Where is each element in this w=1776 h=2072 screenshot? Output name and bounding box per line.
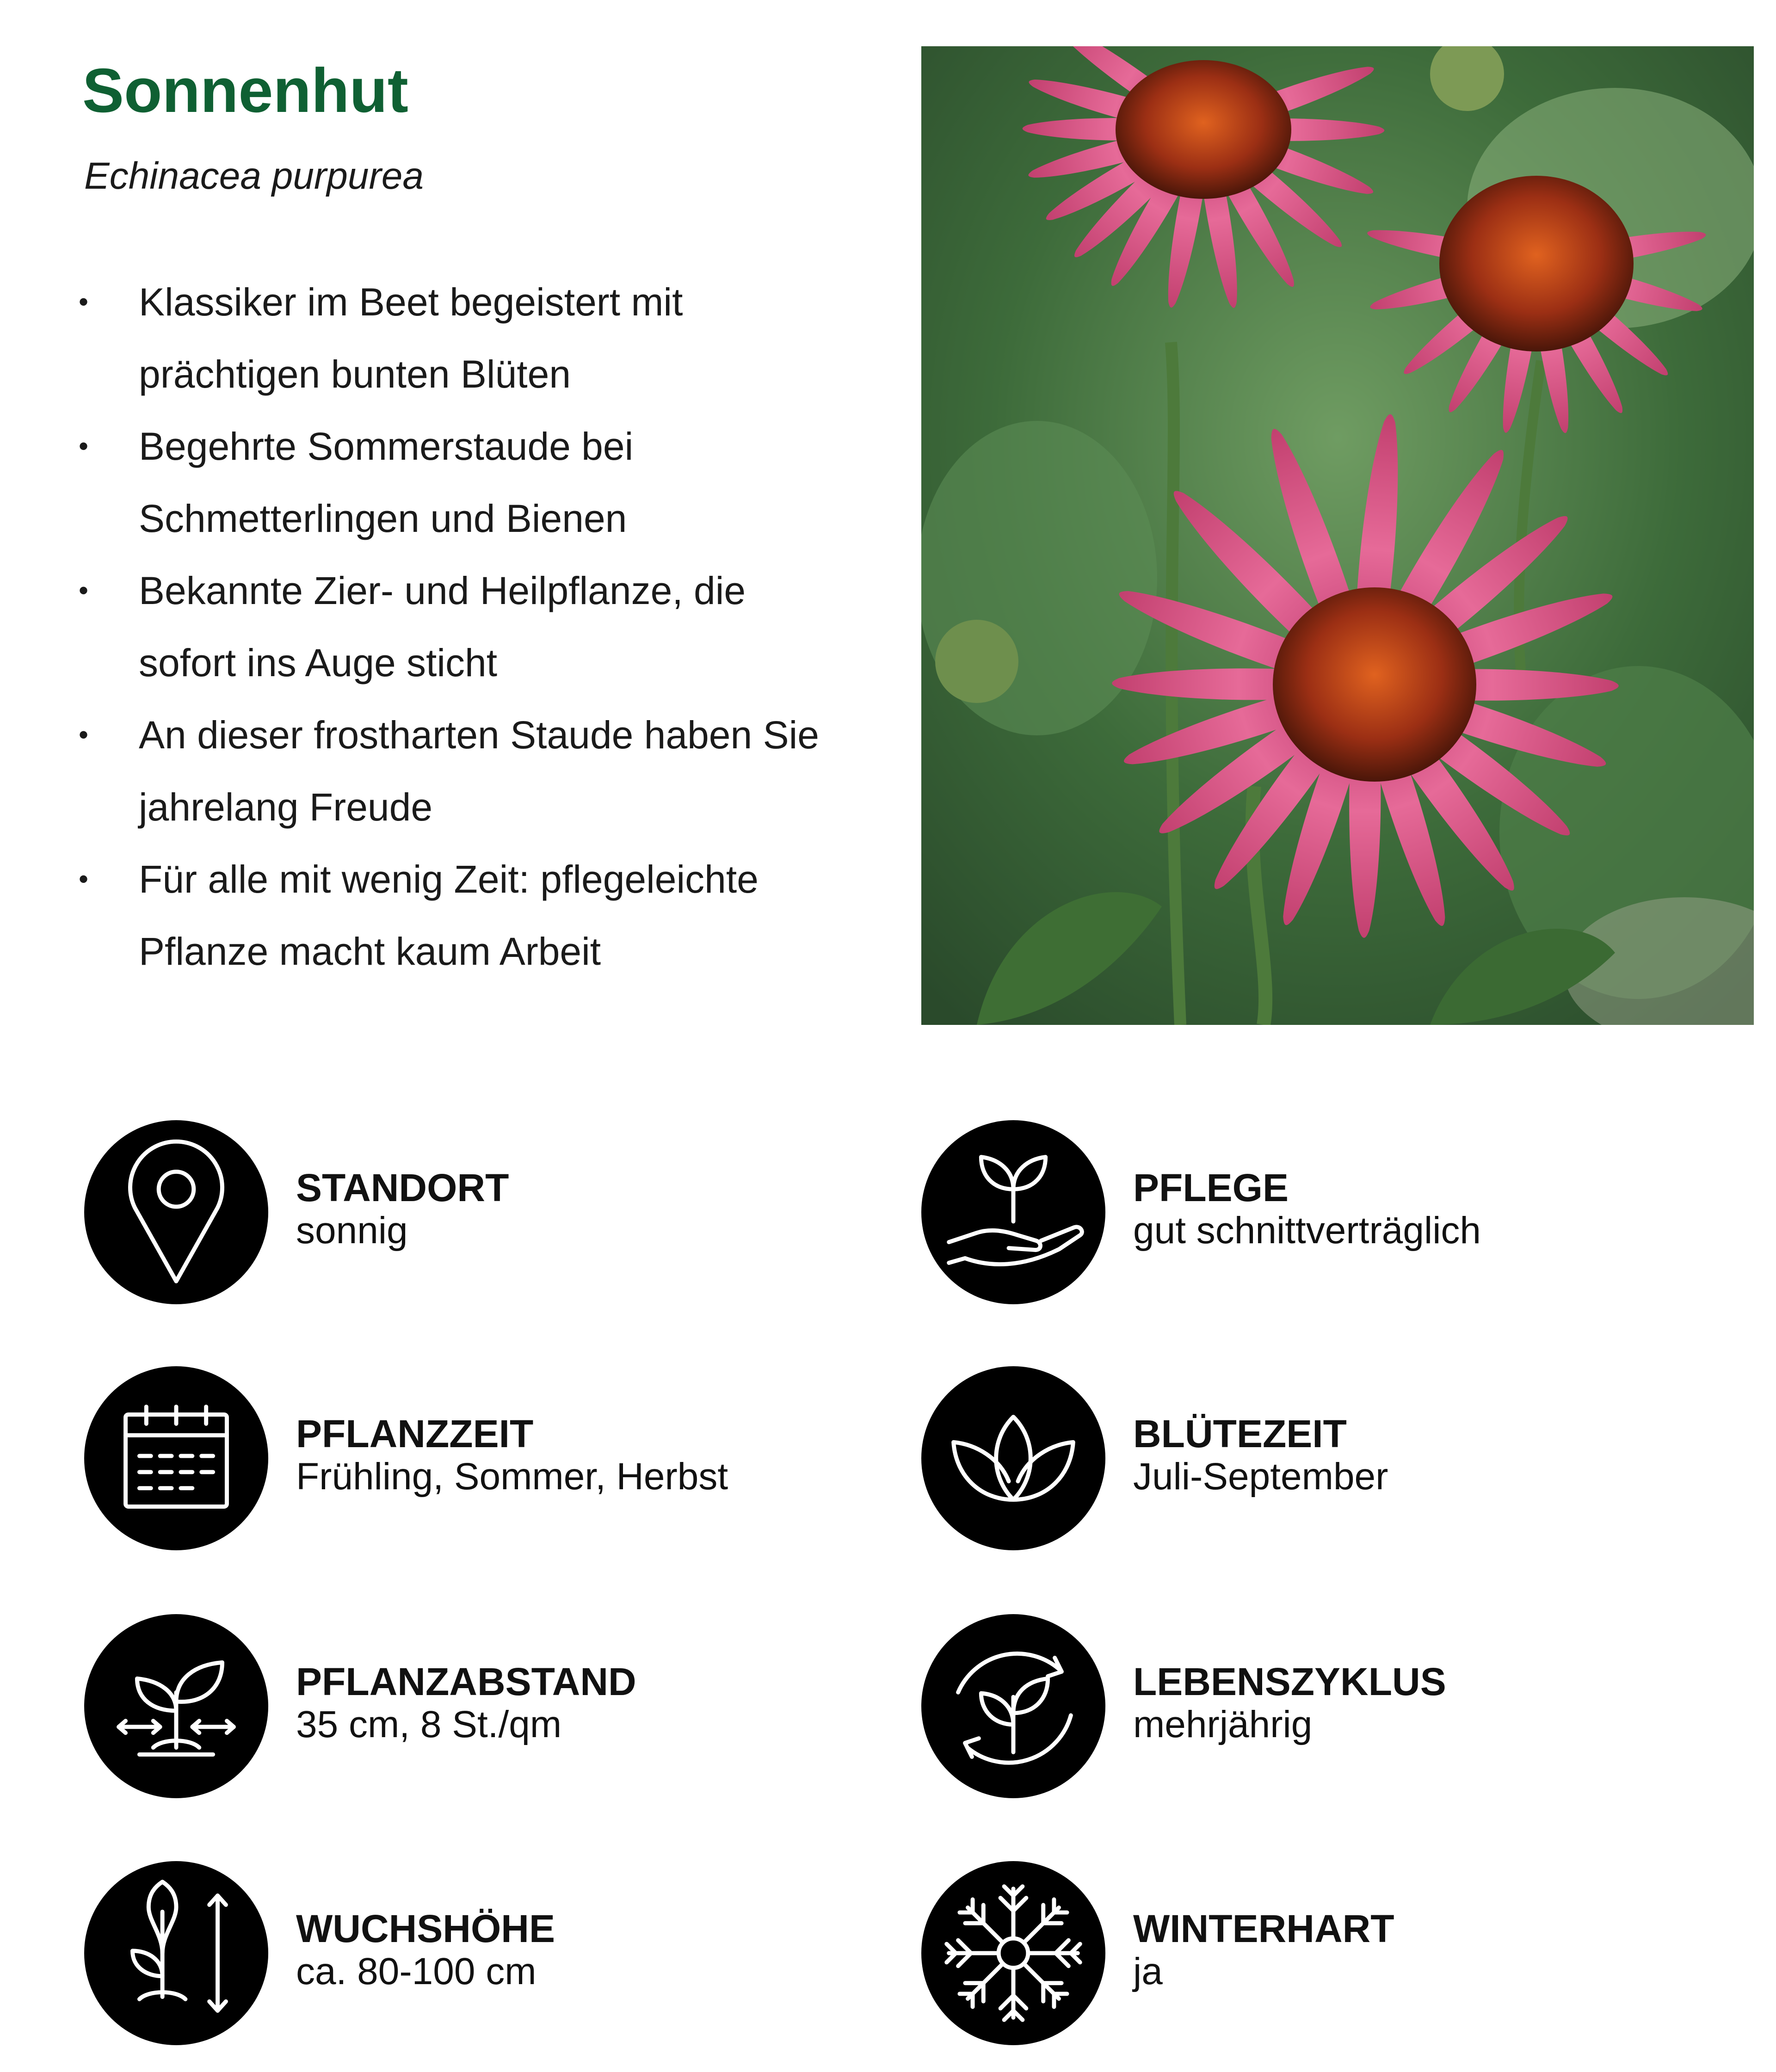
attribute-pflanzzeit [84,1366,870,1551]
feature-line: jahrelang Freude [139,785,433,829]
feature-line: Klassiker im Beet begeistert mit [139,280,683,324]
attribute-label: BLÜTEZEIT [1133,1412,1347,1455]
feature-line: sofort ins Auge sticht [139,641,498,684]
attribute-label: STANDORT [296,1166,509,1209]
attribute-value: sonnig [296,1209,408,1252]
snowflake-icon [921,1861,1105,2045]
feature-item [79,266,888,410]
feature-item [79,555,888,699]
attribute-label: LEBENSZYKLUS [1133,1660,1446,1703]
feature-item [79,699,888,843]
feature-line: prächtigen bunten Blüten [139,352,571,396]
attribute-label: WUCHSHÖHE [296,1907,555,1950]
attribute-value: 35 cm, 8 St./qm [296,1703,562,1745]
attribute-pflanzabstand [84,1614,870,1799]
attribute-standort [84,1120,870,1305]
bullet: • [79,719,89,750]
plant-height-icon [84,1861,268,2045]
feature-line: Bekannte Zier- und Heilpflanze, die [139,569,746,612]
attribute-wuchshoehe [84,1861,870,2046]
feature-item [79,410,888,555]
bullet: • [79,431,89,462]
calendar-icon [84,1366,268,1550]
attribute-pflege [921,1120,1708,1305]
bullet: • [79,286,89,317]
attribute-value: Juli-September [1133,1455,1388,1498]
spacing-sprout-icon [84,1614,268,1798]
page-title: Sonnenhut [82,56,408,125]
coneflower-illustration [921,46,1754,1025]
botanical-name: Echinacea purpurea [84,155,424,197]
location-pin-icon [84,1120,268,1304]
attribute-value: Frühling, Sommer, Herbst [296,1455,728,1498]
attribute-value: mehrjährig [1133,1703,1313,1745]
feature-line: An dieser frostharten Staude haben Sie [139,713,819,757]
attribute-label: WINTERHART [1133,1907,1394,1950]
feature-line: Schmetterlingen und Bienen [139,497,627,540]
attribute-label: PFLEGE [1133,1166,1289,1209]
feature-line: Begehrte Sommerstaude bei [139,425,634,468]
attribute-value: gut schnittverträglich [1133,1209,1481,1252]
cycle-sprout-icon [921,1614,1105,1798]
feature-item [79,843,888,987]
attribute-label: PFLANZZEIT [296,1412,534,1455]
feature-line: Pflanze macht kaum Arbeit [139,930,601,973]
attribute-label: PFLANZABSTAND [296,1660,636,1703]
feature-line: Für alle mit wenig Zeit: pflegeleichte [139,857,758,901]
attribute-lebenszyklus [921,1614,1708,1799]
attribute-winterhart [921,1861,1708,2046]
attribute-value: ca. 80-100 cm [296,1950,536,1992]
hand-sprout-icon [921,1120,1105,1304]
attribute-value: ja [1133,1950,1163,1992]
product-photo [921,46,1754,1025]
feature-list [79,266,888,987]
bullet: • [79,575,89,606]
bullet: • [79,863,89,894]
attribute-bluetezeit [921,1366,1708,1551]
lotus-flower-icon [921,1366,1105,1550]
